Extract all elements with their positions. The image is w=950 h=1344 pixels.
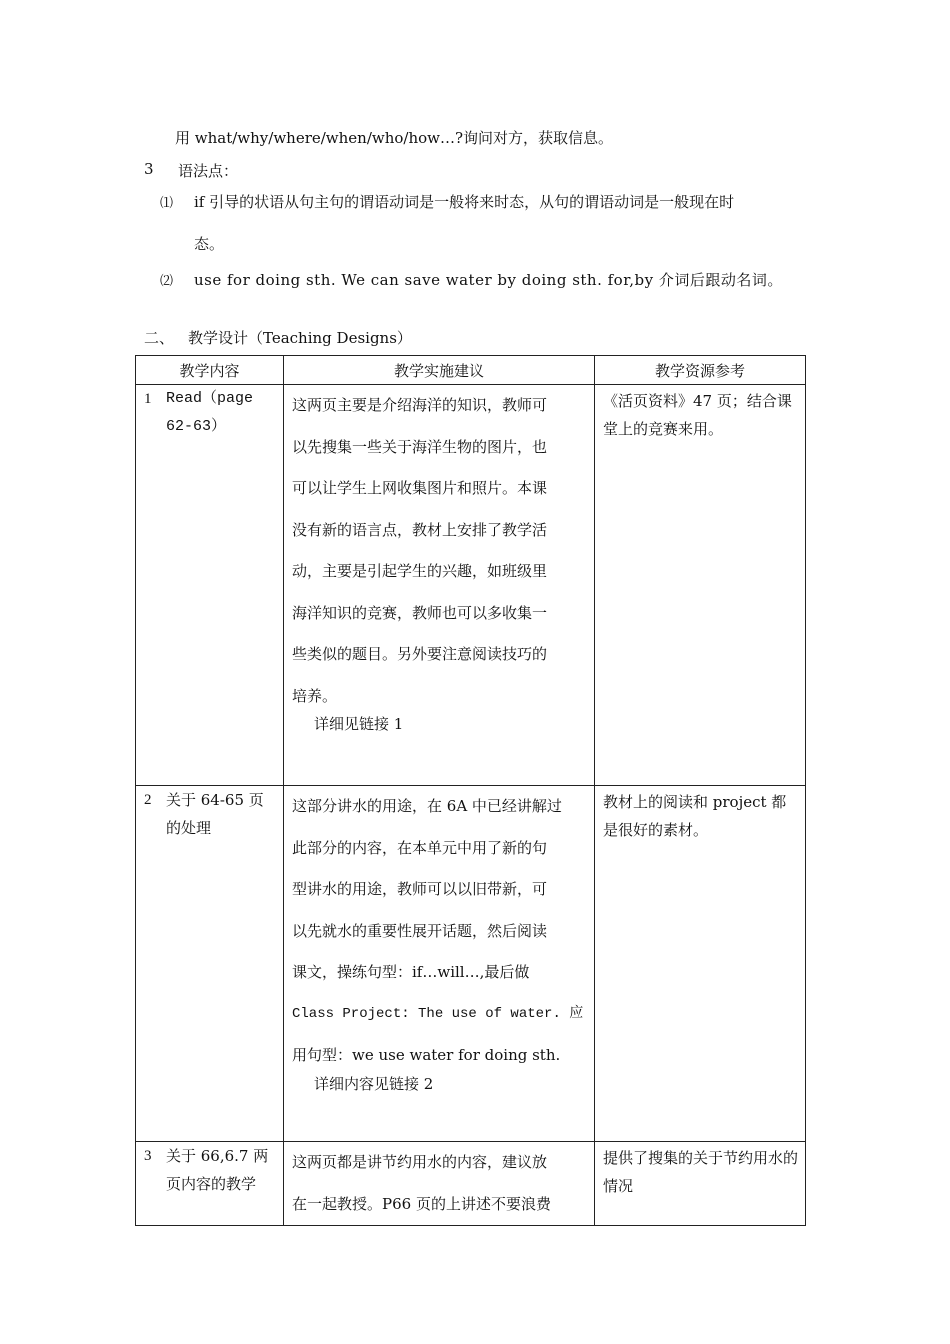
- resource-text: 教材上的阅读和 project 都是很好的素材。: [603, 793, 787, 839]
- suggestion-cell: [284, 1142, 595, 1226]
- grammar-number: 3: [144, 160, 154, 178]
- topic-cell: [136, 1142, 284, 1226]
- suggestion-line: 这部分讲水的用途，在 6A 中已经讲解过: [292, 797, 562, 815]
- detail-link[interactable]: 详细内容见链接 2: [314, 1074, 434, 1093]
- teaching-design-table: [135, 355, 806, 1226]
- suggestion-line: 没有新的语言点，教材上安排了教学活: [292, 520, 548, 539]
- topic-cell: [136, 786, 284, 1142]
- grammar-point-1-marker: ⑴: [160, 196, 174, 211]
- table-row: [136, 786, 806, 1142]
- suggestion-line: 培养。: [292, 686, 338, 705]
- row-number: 2: [144, 792, 152, 808]
- row-number: 1: [144, 391, 152, 407]
- suggestion-line: 这两页主要是介绍海洋的知识，教师可: [292, 396, 548, 414]
- table-row: [136, 1142, 806, 1226]
- row-topic: 关于 66,6.7 两页内容的教学: [166, 1147, 269, 1193]
- resource-cell: [595, 786, 806, 1142]
- suggestion-line: Class Project: The use of water. 应: [292, 1005, 584, 1022]
- section-number: 二、: [144, 329, 175, 347]
- intro-line: 用 what/why/where/when/who/how…?询问对方，获取信息。: [175, 129, 614, 147]
- header-suggestion: 教学实施建议: [284, 356, 595, 385]
- suggestion-line: 以先搜集一些关于海洋生物的图片，也: [292, 437, 548, 456]
- row-topic: 关于 64-65 页的处理: [166, 791, 264, 837]
- topic-cell: [136, 385, 284, 786]
- suggestion-cell: [284, 786, 595, 1142]
- suggestion-line: 些类似的题目。另外要注意阅读技巧的: [292, 645, 548, 663]
- grammar-point-1-continuation: 态。: [194, 235, 225, 253]
- suggestion-line: 以先就水的重要性展开话题，然后阅读: [292, 921, 548, 940]
- header-resource: 教学资源参考: [595, 356, 806, 385]
- grammar-point-2-text: use for doing sth. We can save water by doing sth. for,by 介词后跟动名词。: [194, 271, 783, 289]
- row-topic: Read（page 62-63）: [166, 390, 254, 435]
- suggestion-line: 用句型：we use water for doing sth.: [292, 1046, 561, 1064]
- resource-cell: [595, 385, 806, 786]
- table-row: [136, 385, 806, 786]
- grammar-point-2-marker: ⑵: [160, 274, 174, 289]
- suggestion-line: 此部分的内容，在本单元中用了新的句: [292, 838, 548, 857]
- suggestion-line: 可以让学生上网收集图片和照片。本课: [292, 479, 548, 497]
- resource-cell: [595, 1142, 806, 1226]
- section-title: 教学设计（Teaching Designs）: [188, 329, 412, 347]
- suggestion-line: 这两页都是讲节约用水的内容，建议放: [292, 1153, 548, 1171]
- row-number: 3: [144, 1148, 152, 1164]
- suggestion-line: 型讲水的用途，教师可以以旧带新，可: [292, 880, 548, 898]
- header-content: 教学内容: [136, 356, 284, 385]
- suggestion-line: 在一起教授。P66 页的上讲述不要浪费: [292, 1194, 551, 1213]
- resource-text: 《活页资料》47 页；结合课堂上的竞赛来用。: [603, 392, 792, 438]
- detail-link[interactable]: 详细见链接 1: [314, 715, 404, 733]
- grammar-point-1-text: if 引导的状语从句主句的谓语动词是一般将来时态，从句的谓语动词是一般现在时: [194, 193, 735, 211]
- suggestion-cell: [284, 385, 595, 786]
- grammar-title: 语法点：: [178, 162, 239, 180]
- suggestion-line: 动，主要是引起学生的兴趣，如班级里: [292, 562, 548, 580]
- resource-text: 提供了搜集的关于节约用水的情况: [603, 1149, 799, 1195]
- suggestion-line: 海洋知识的竞赛，教师也可以多收集一: [292, 603, 548, 622]
- suggestion-line: 课文，操练句型：if…will…,最后做: [292, 963, 530, 981]
- table-header-row: [136, 356, 806, 385]
